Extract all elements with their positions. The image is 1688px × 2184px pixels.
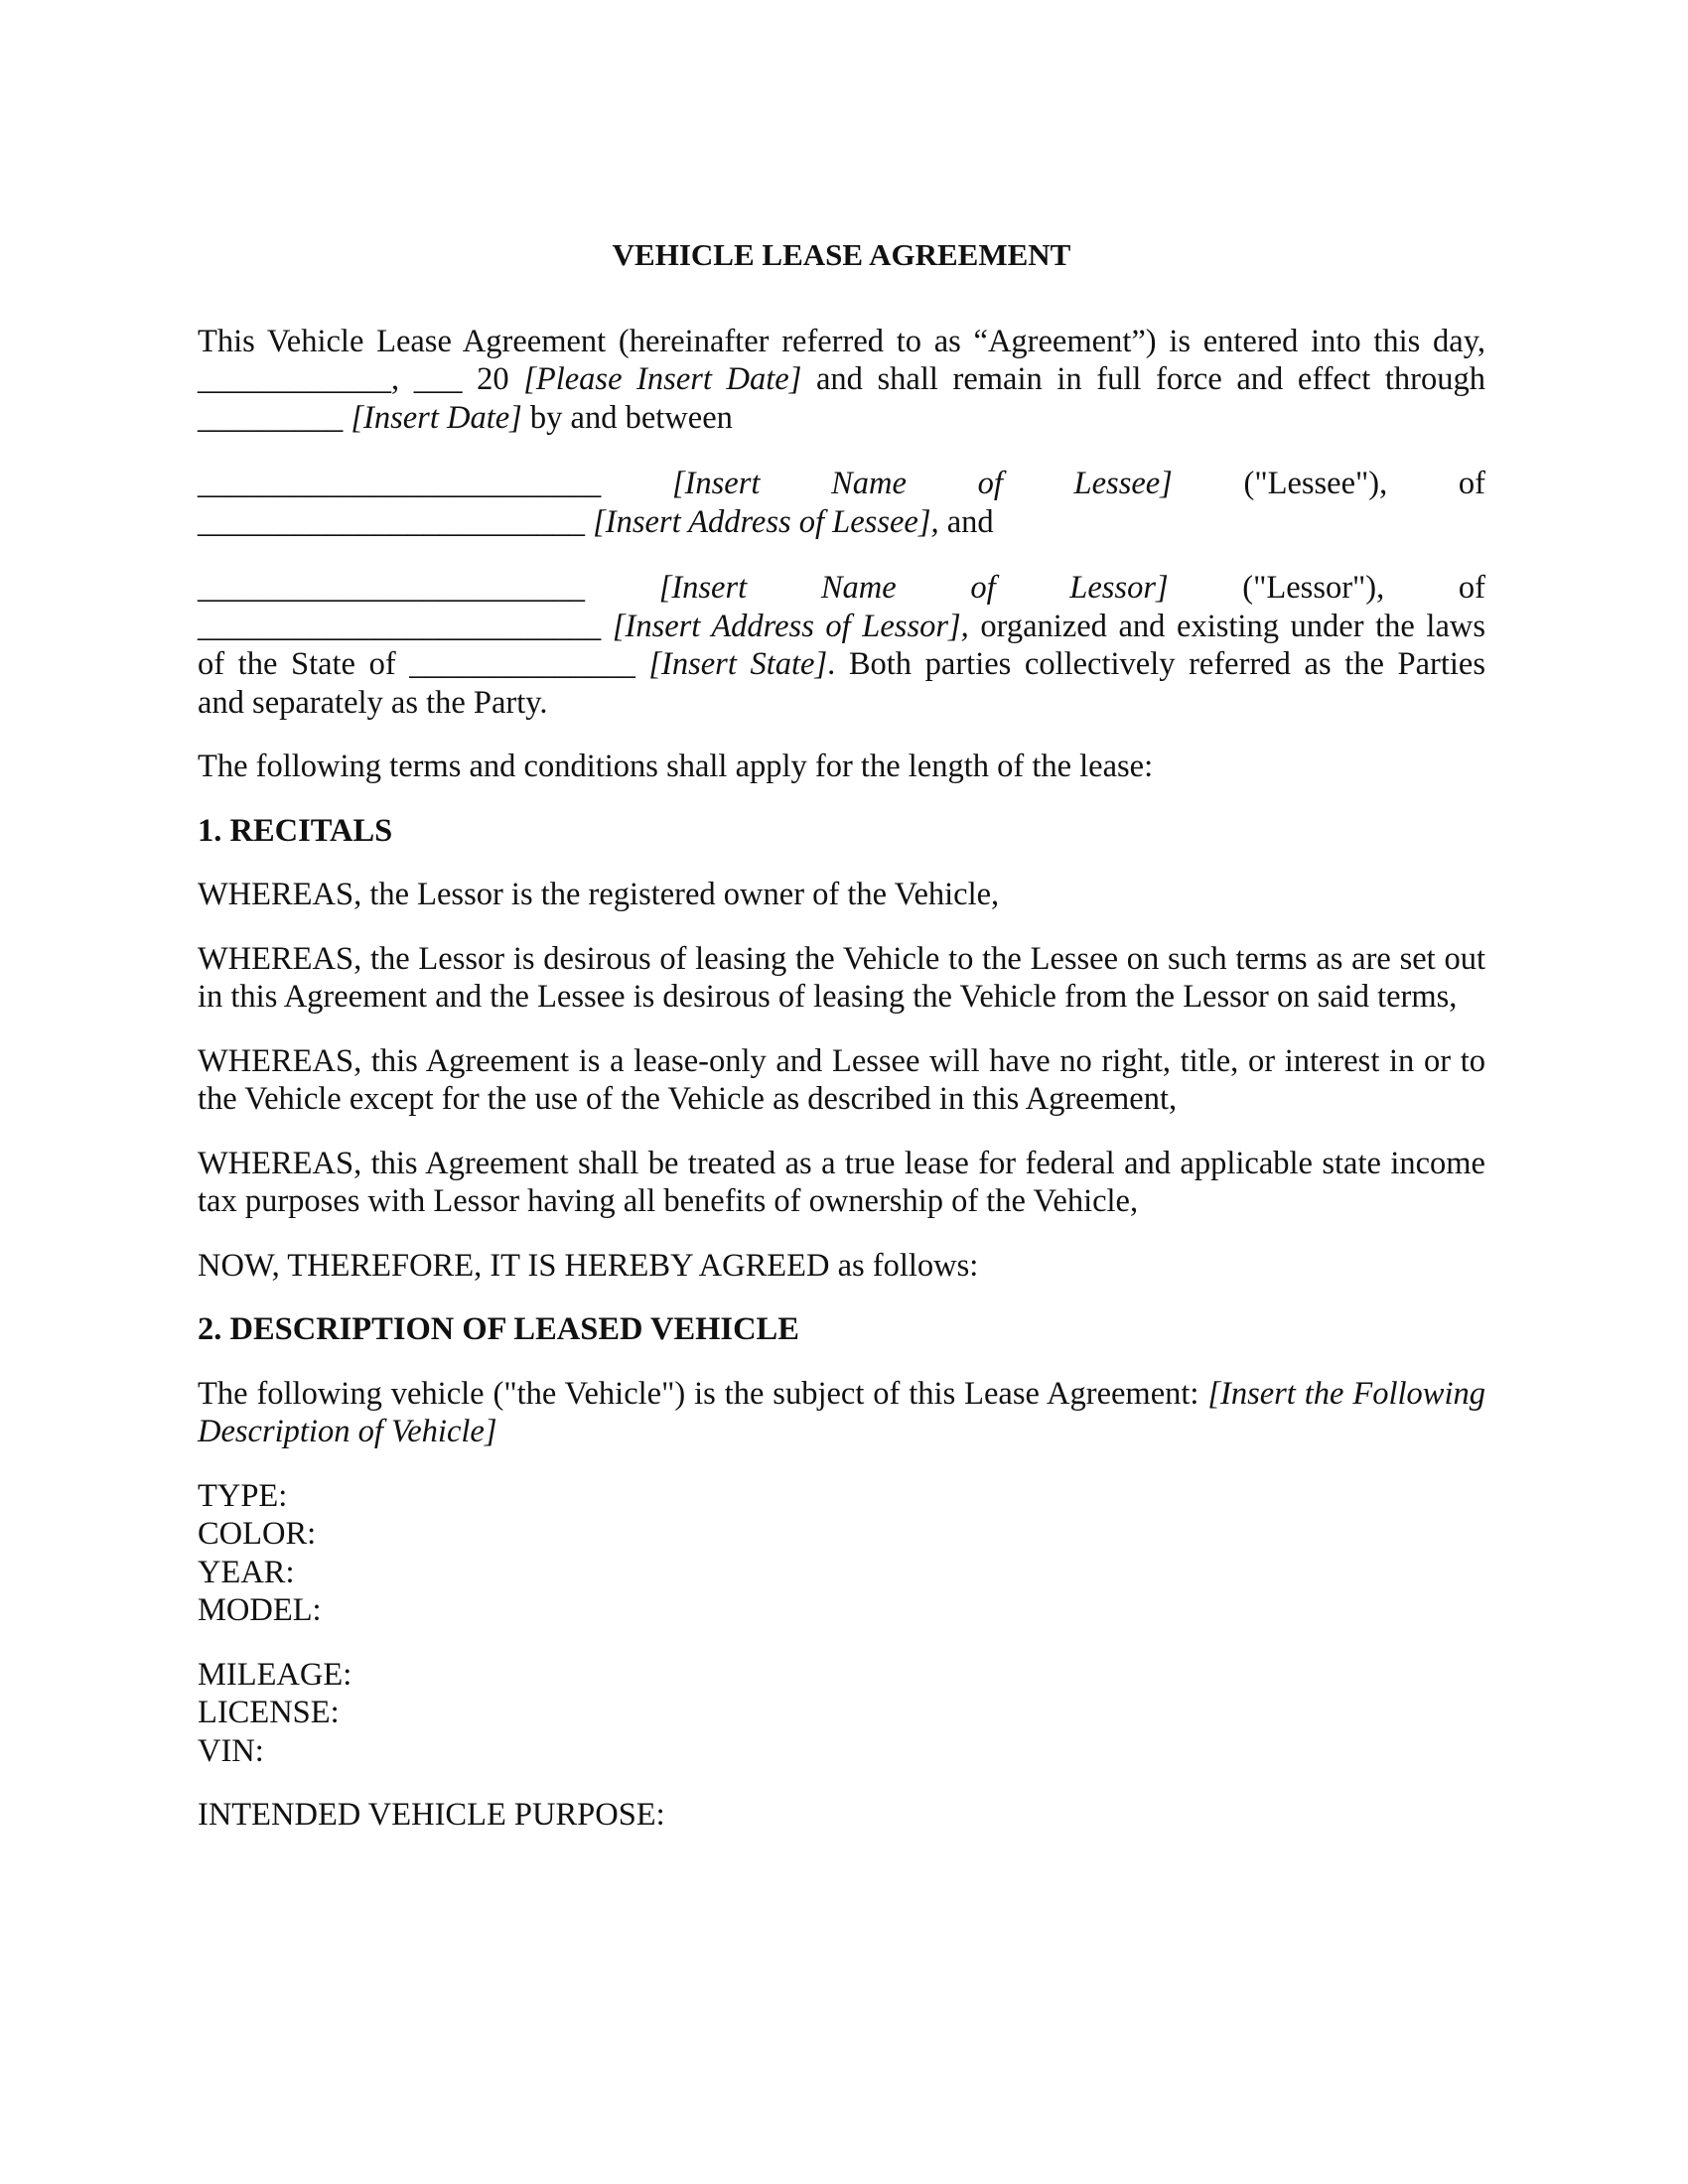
lessee-block [198,465,1485,541]
terms-intro: The following terms and conditions shall apply for the length of the lease: [198,749,1154,784]
lessor-line-1 [198,569,1485,608]
whereas-1: WHEREAS, the Lessor is the registered owner of the Vehicle, [198,877,1000,912]
whereas-4: WHEREAS, this Agreement shall be treated as a true lease for federal and applicable state income tax purposes with Lessor having all benefits of ownership of the Vehicle, [198,1145,1485,1219]
lessee-label: ("Lessee"), of [1172,466,1485,501]
lessee-line-2 [198,503,1485,542]
lessee-name-blank: _________________________ [198,466,672,501]
field-mileage: MILEAGE: [198,1656,352,1693]
end-date-placeholder: [Insert Date] [351,399,522,436]
document-page [198,236,1485,1835]
lessor-text: organized and existing under the laws [968,608,1485,644]
field-year: YEAR: [198,1554,295,1590]
vehicle-fields-2 [198,1656,1485,1771]
date-placeholder: [Please Insert Date] [523,361,802,397]
lessor-name-placeholder: [Insert Name of Lessor] [658,570,1169,606]
lessor-address-placeholder: [Insert Address of Lessor], [612,608,969,644]
lessee-text: and [938,503,994,540]
intro-text: and shall remain in full force and effect through [801,361,1485,397]
field-intended-purpose: INTENDED VEHICLE PURPOSE: [198,1797,665,1833]
lessor-block [198,569,1485,722]
lessee-address-placeholder: [Insert Address of Lessee], [593,503,939,540]
field-license: LICENSE: [198,1695,340,1730]
end-date-blank: _________ [198,399,352,436]
intro-line-3 [198,399,1485,438]
lessee-line-1 [198,465,1485,503]
state-blank: of the State of ______________ [198,646,649,682]
now-therefore: NOW, THEREFORE, IT IS HEREBY AGREED as follows: [198,1247,979,1284]
whereas-2: WHEREAS, the Lessor is desirous of leasing the Vehicle to the Lessee on such terms as are set out in this Agreement and the Lessee is desirous of leasing the Vehicle from the Lessor on said terms, [198,940,1485,1015]
section-1-heading: 1. RECITALS [198,812,393,849]
vehicle-description [198,1375,1485,1451]
vehicle-fields-1 [198,1477,1485,1630]
date-blank: ____________, ___ 20 [198,361,524,397]
field-model: MODEL: [198,1592,322,1628]
whereas-3: WHEREAS, this Agreement is a lease-only and Lessee will have no right, title, or interest in or to the Vehicle except for the use of the Vehicle as described in this Agreement, [198,1042,1485,1117]
field-vin: VIN: [198,1732,264,1769]
intro-paragraph [198,323,1485,438]
lessor-name-blank: ________________________ [198,570,659,606]
lessor-line-3 [198,645,1485,684]
section-2-heading: 2. DESCRIPTION OF LEASED VEHICLE [198,1311,799,1347]
state-placeholder: [Insert State] [648,646,828,682]
lessee-address-blank: ________________________ [198,503,594,540]
lessor-label: ("Lessor"), of [1168,570,1485,606]
description-text: The following vehicle ("the Vehicle") is the subject of this Lease Agreement: [198,1375,1208,1412]
lessee-name-placeholder: [Insert Name of Lessee] [671,466,1173,501]
intro-text: by and between [521,399,733,436]
lessor-line-4: and separately as the Party. [198,684,548,721]
lessor-text: . Both parties collectively referred as the Parties [827,646,1485,682]
document-title: VEHICLE LEASE AGREEMENT [612,237,1071,272]
lessor-address-blank: _________________________ [198,608,613,644]
lessor-line-2 [198,608,1485,646]
intro-line-2 [198,360,1485,399]
field-color: COLOR: [198,1516,317,1552]
field-type: TYPE: [198,1477,288,1514]
description-placeholder: [Insert the Following Description of Vehicle] [198,1375,1485,1449]
intro-line-1: This Vehicle Lease Agreement (hereinafter referred to as “Agreement”) is entered into this day, [198,323,1485,359]
